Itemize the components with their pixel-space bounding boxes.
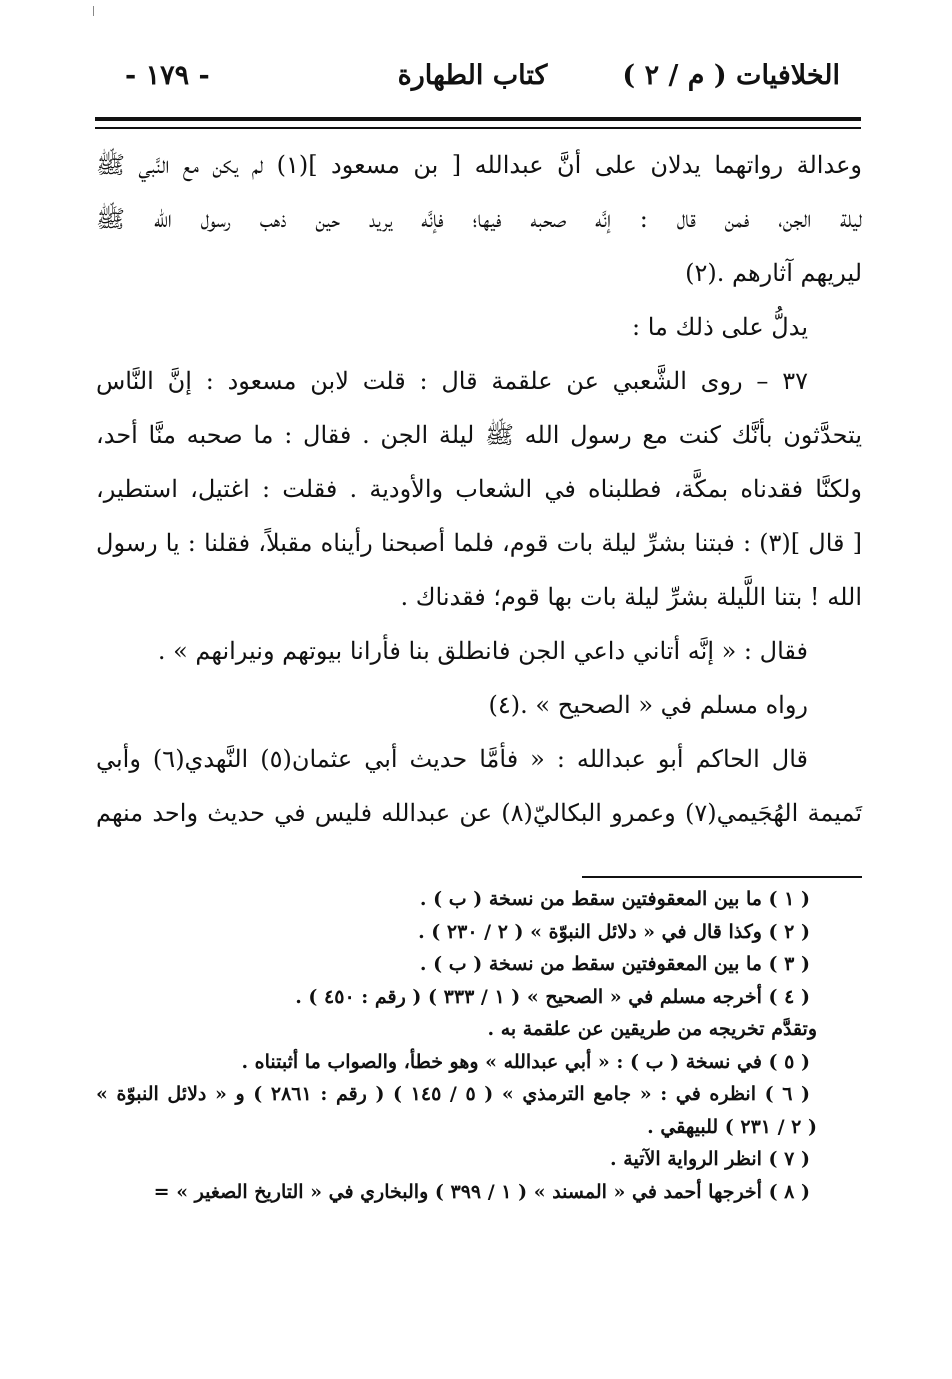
chapter-title: كتاب الطهارة	[397, 60, 548, 91]
running-header	[105, 52, 840, 100]
footnote-line: ( ٨ ) أخرجها أحمد في « المسند » ( ١ / ٣٩٩ ) والبخاري في « التاريخ الصغير » =	[153, 1180, 810, 1203]
page-number: - ١٧٩ -	[125, 60, 210, 91]
text-line: قال الحاكم أبو عبدالله : « فأمَّا حديث أبي عثمان(٥) النَّهدي(٦) وأبي	[96, 745, 808, 773]
text-line: يتحدَّثون بأنَّك كنت مع رسول الله ﷺ ليلة الجن . فقال : ما صحبه منَّا أحد،	[96, 421, 862, 449]
header-rule-thin	[95, 127, 861, 129]
footnote-line: ( ٦ ) انظره في : « جامع الترمذي » ( ٥ / ١٤٥ ) ( رقم : ٢٨٦١ ) و « دلائل النبوّة »	[96, 1083, 811, 1105]
footnote-line: ( ١ ) ما بين المعقوفتين سقط من نسخة ( ب ) .	[419, 888, 810, 910]
footnote-line: ( ٥ ) في نسخة ( ب ) : « أبي عبدالله » وهو خطأ، والصواب ما أثبتناه .	[241, 1050, 810, 1073]
text-line: وعدالة رواتهما يدلان على أنَّ عبدالله [ بن مسعود ](١) لم يكن مع النَّبي ﷺ	[96, 151, 862, 179]
footnote-line: ( ٣ ) ما بين المعقوفتين سقط من نسخة ( ب ) .	[419, 953, 810, 975]
footnote-line: ( ٢ / ٢٣١ ) للبيهقي .	[647, 1115, 817, 1138]
book-title: الخلافيات ( م / ٢ )	[622, 60, 840, 91]
footnote-line: ( ٤ ) أخرجه مسلم في « الصحيح » ( ١ / ٣٣٣ ) ( رقم : ٤٥٠ ) .	[295, 985, 810, 1008]
footnote-separator	[582, 876, 862, 878]
text-line: تَميمة الهُجَيمي(٧) وعمرو البكاليّ(٨) عن عبدالله فليس في حديث واحد منهم	[96, 799, 863, 827]
text-line: الله ! بتنا اللَّيلة بشرِّ ليلة بات بها قوم؛ فقدناك .	[400, 583, 862, 611]
text-line: ليلة الجن، فمن قال : إنَّه صحبه فيها؛ فإنَّه يريد حين ذهب رسول الله ﷺ	[96, 205, 862, 233]
text-line: [ قال ](٣) : فبتنا بشرِّ ليلة بات قوم، فلما أصبحنا رأيناه مقبلاً، فقلنا : يا رسول	[96, 529, 862, 557]
footnotes	[96, 883, 862, 1208]
footnote-line: ( ٢ ) وكذا قال في « دلائل النبوّة » ( ٢ / ٢٣٠ ) .	[418, 920, 810, 943]
main-text	[96, 138, 862, 840]
header-rule-thick	[95, 117, 861, 121]
text-line: ٣٧ – روى الشَّعبي عن علقمة قال : قلت لابن مسعود : إنَّ النَّاس	[96, 367, 808, 395]
text-line: فقال : « إنَّه أتاني داعي الجن فانطلق بنا فأرانا بيوتهم ونيرانهم » .	[157, 637, 808, 665]
text-line: ليريهم آثارهم .(٢)	[685, 259, 862, 287]
text-line: رواه مسلم في « الصحيح » .(٤)	[488, 691, 808, 719]
footnote-line: وتقدَّم تخريجه من طريقين عن علقمة به .	[487, 1018, 817, 1040]
footnote-line: ( ٧ ) انظر الرواية الآتية .	[610, 1148, 810, 1170]
text-line: ولكنَّا فقدناه بمكَّة، فطلبناه في الشعاب والأودية . فقلت : اغتيل، استطير،	[96, 475, 862, 503]
scan-mark	[93, 6, 94, 16]
text-line: يدلُّ على ذلك ما :	[632, 313, 808, 341]
